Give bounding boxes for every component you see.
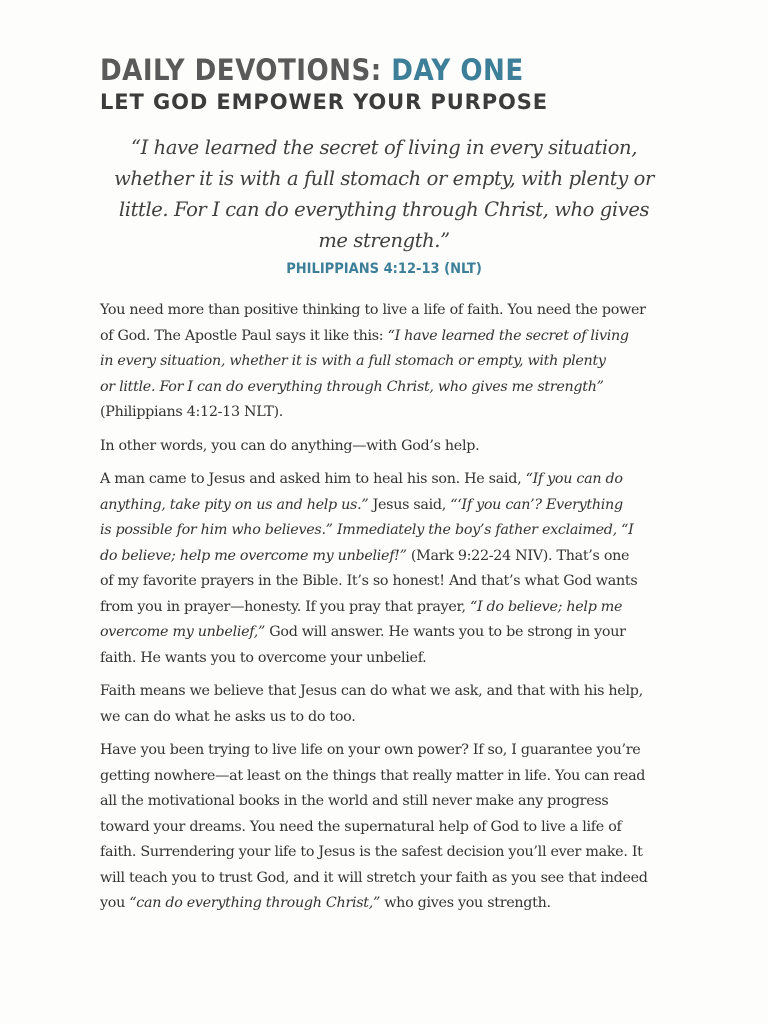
italic-run: “‘If you can’? Everything: [450, 496, 623, 513]
paragraph: [100, 679, 668, 730]
text-run: God will answer. He wants you to be strong in your: [265, 624, 626, 640]
text-run: You need more than positive thinking to live a life of faith. You need the power: [100, 302, 646, 318]
text-line: [100, 400, 668, 426]
text-line: [100, 679, 668, 705]
text-run: from you in prayer—honesty. If you pray that prayer,: [100, 598, 470, 615]
paragraph: [100, 738, 668, 917]
italic-run: is possible for him who believes.” Immediately the boy’s father exclaimed, “I: [100, 522, 634, 538]
scripture-reference: PHILIPPIANS 4:12-13 (NLT): [286, 261, 482, 277]
text-line: [100, 891, 668, 917]
text-run: all the motivational books in the world and still never make any progress: [100, 793, 609, 809]
text-run: of God. The Apostle Paul says it like this:: [100, 327, 388, 344]
text-line: [100, 434, 668, 460]
text-run: you: [100, 895, 130, 911]
quote-line: little. For I can do everything through Christ, who gives: [118, 198, 650, 221]
text-line: [100, 375, 668, 401]
page-title-lead: DAILY DEVOTIONS:: [100, 53, 382, 87]
text-run: (Philippians 4:12-13 NLT).: [100, 404, 283, 420]
italic-run: “I do believe; help me: [469, 598, 623, 615]
text-line: [100, 298, 668, 324]
italic-run: in every situation, whether it is with a full stomach or empty, with plenty: [100, 353, 606, 369]
text-run: will teach you to trust God, and it will stretch your faith as you see that indeed: [100, 869, 648, 886]
italic-run: “If you can do: [525, 471, 623, 487]
body-text: [100, 298, 668, 925]
italic-run: “can do everything through Christ,”: [129, 895, 380, 911]
text-line: [100, 349, 668, 375]
text-line: [100, 764, 668, 790]
text-line: [100, 518, 668, 544]
page-title: [100, 52, 524, 88]
italic-run: “I have learned the secret of living: [387, 327, 629, 344]
italic-run: or little. For I can do everything through Christ, who gives me strength”: [100, 378, 604, 395]
text-line: [100, 620, 668, 646]
quote-line: me strength.”: [318, 229, 450, 252]
italic-run: do believe; help me overcome my unbelief!”: [100, 547, 407, 564]
text-line: [100, 840, 668, 866]
text-line: [100, 493, 668, 519]
italic-run: overcome my unbelief,”: [100, 624, 266, 640]
scripture-quote: [84, 132, 684, 256]
text-run: Jesus said,: [368, 496, 451, 513]
text-line: [100, 789, 668, 815]
text-run: Have you been trying to live life on your own power? If so, I guarantee you’re: [100, 742, 641, 758]
text-run: we can do what he asks us to do too.: [100, 708, 356, 725]
text-line: [100, 866, 668, 892]
paragraph: [100, 298, 668, 426]
text-run: toward your dreams. You need the supernatural help of God to live a life of: [100, 818, 622, 835]
italic-run: anything, take pity on us and help us.”: [100, 496, 369, 513]
text-run: (Mark 9:22-24 NIV). That’s one: [406, 547, 630, 564]
text-run: A man came to Jesus and asked him to heal his son. He said,: [100, 471, 526, 487]
text-line: [100, 467, 668, 493]
text-run: faith. He wants you to overcome your unbelief.: [100, 649, 427, 666]
quote-line: “I have learned the secret of living in every situation,: [131, 136, 637, 159]
page-title-accent: DAY ONE: [391, 53, 524, 87]
text-run: getting nowhere—at least on the things that really matter in life. You can read: [100, 767, 646, 784]
text-line: [100, 738, 668, 764]
text-line: [100, 815, 668, 841]
text-run: who gives you strength.: [379, 895, 551, 911]
page-subtitle: LET GOD EMPOWER YOUR PURPOSE: [100, 90, 549, 114]
text-line: [100, 324, 668, 350]
text-run: In other words, you can do anything—with God’s help.: [100, 437, 480, 454]
paragraph: [100, 467, 668, 671]
quote-line: whether it is with a full stomach or empty, with plenty or: [114, 167, 654, 190]
text-line: [100, 544, 668, 570]
text-run: Faith means we believe that Jesus can do what we ask, and that with his help,: [100, 683, 643, 699]
text-line: [100, 569, 668, 595]
text-line: [100, 646, 668, 672]
paragraph: [100, 434, 668, 460]
text-run: faith. Surrendering your life to Jesus is the safest decision you’ll ever make. It: [100, 844, 643, 860]
text-line: [100, 705, 668, 731]
text-line: [100, 595, 668, 621]
text-run: of my favorite prayers in the Bible. It’s so honest! And that’s what God wants: [100, 573, 638, 589]
